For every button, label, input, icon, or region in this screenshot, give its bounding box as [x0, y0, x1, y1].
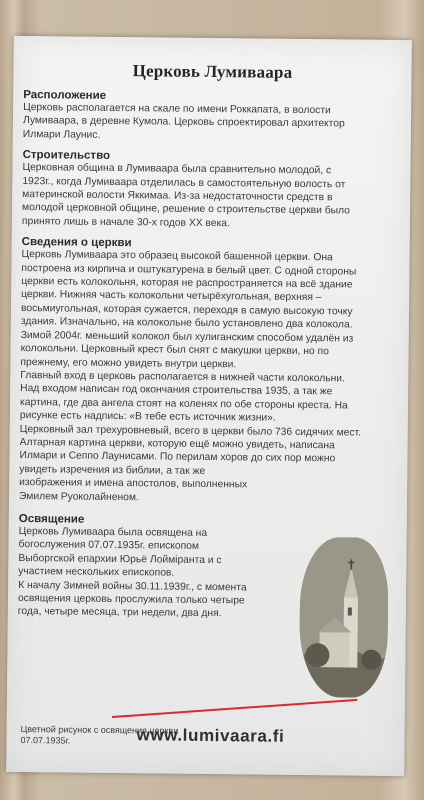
- text-line: Зимой 2004г. меньший колокол был хулиганским способом удалён из: [20, 329, 354, 345]
- text-line: картина, где два ангела стоят на коленях по обе стороны креста. На: [19, 396, 348, 412]
- section-location: [23, 89, 402, 145]
- section-heading: Строительство: [22, 149, 111, 163]
- section-heading: Расположение: [23, 89, 107, 102]
- section-construction: [22, 149, 401, 232]
- text-line: принято лишь в начале 30-х годов XX века.: [21, 215, 230, 230]
- text-line: освящения церковь прослужила только четыре: [17, 593, 245, 607]
- text-line: участием нескольких епископов.: [18, 566, 175, 579]
- text-line: Церковный зал трехуровневый, всего в церкви было 736 сидячих мест.: [19, 423, 362, 439]
- church-illustration: [299, 537, 389, 698]
- text-line: года, четыре месяца, три недели, два дня.: [17, 606, 222, 620]
- text-line: Эмилем Руоколайненом.: [18, 490, 139, 503]
- church-painting-image: [299, 537, 389, 698]
- text-line: Главный вход в церковь располагается в нижней части колокольни.: [20, 369, 345, 385]
- text-line: изображения и имена апостолов, выполненных: [19, 477, 248, 491]
- text-line: Алтарная картина церкви, которую ещё можно увидеть, написана: [19, 436, 335, 452]
- text-line: церкви есть колокольня, которая не распространяется на всё здание: [21, 276, 353, 291]
- text-line: прежнему, его можно увидеть внутри церкви.: [20, 356, 237, 370]
- caption-line: 07.07.1935г.: [20, 735, 71, 746]
- page-title: Церковь Лумиваара: [132, 61, 293, 82]
- text-line: материнской волости Яккимаа. Из-за недостаточности средств в: [22, 189, 333, 204]
- text-line: Илмари Лаунис.: [22, 128, 101, 141]
- section-text: [19, 248, 400, 507]
- text-line: построена из кирпича и оштукатурена в белый цвет. С одной стороны: [21, 262, 357, 278]
- text-line: восьмиугольная, которая сужается, переходя в самую высокую точку: [20, 302, 353, 318]
- text-line: Илмари и Сеппо Лаунисами. По перилам хоров до сих пор можно: [19, 450, 336, 465]
- text-line: Над входом написан год окончания строительства 1935, а так же: [20, 383, 333, 398]
- text-line: Церковь Лумиваара была освящена на: [18, 525, 208, 539]
- text-line: 1923г., когда Лумиваара отделилась в самостоятельную волость от: [22, 175, 346, 191]
- text-line: К началу Зимней войны 30.11.1939г., с момента: [18, 579, 247, 593]
- text-line: рисунке есть надпись: «В тебе есть источник жизни».: [19, 410, 276, 424]
- text-line: Выборгской епархии Юрьё Лойміранта и с: [18, 552, 222, 566]
- text-line: богослужения 07.07.1935г. епископом: [18, 539, 200, 553]
- section-heading: Освящение: [18, 512, 85, 526]
- text-line: Церковная община в Лумиваара была сравнительно молодой, с: [22, 162, 332, 177]
- info-sheet: [6, 36, 412, 776]
- section-about: [19, 236, 400, 507]
- section-heading: Сведения о церкви: [21, 236, 132, 250]
- text-line: молодой церковной общине, решение о строительстве церкви было: [22, 202, 350, 217]
- text-line: увидеть изречения из библии, а так же: [19, 463, 206, 477]
- text-line: Церковь Лумиваара это образец высокой башенной церкви. Она: [21, 249, 333, 264]
- section-text: [22, 161, 401, 232]
- text-line: церкви. Нижняя часть колокольни четырёхугольная, верхняя –: [21, 289, 322, 304]
- caption-line: Цветной рисунок с освящения церкви: [20, 724, 179, 736]
- text-line: колокольни. Церковный крест был снят с макушки церкви, но по: [20, 343, 329, 358]
- text-line: Лумиваара, в деревне Кумола. Церковь спроектировал архитектор: [22, 115, 345, 130]
- website-link[interactable]: www.lumivaara.fi: [136, 725, 285, 746]
- section-text: [23, 101, 401, 145]
- text-line: здания. Изначально, на колокольне было установлено два колокола.: [20, 316, 353, 331]
- text-line: Церковь располагается на скале по имени Роккапата, в волости: [23, 102, 331, 117]
